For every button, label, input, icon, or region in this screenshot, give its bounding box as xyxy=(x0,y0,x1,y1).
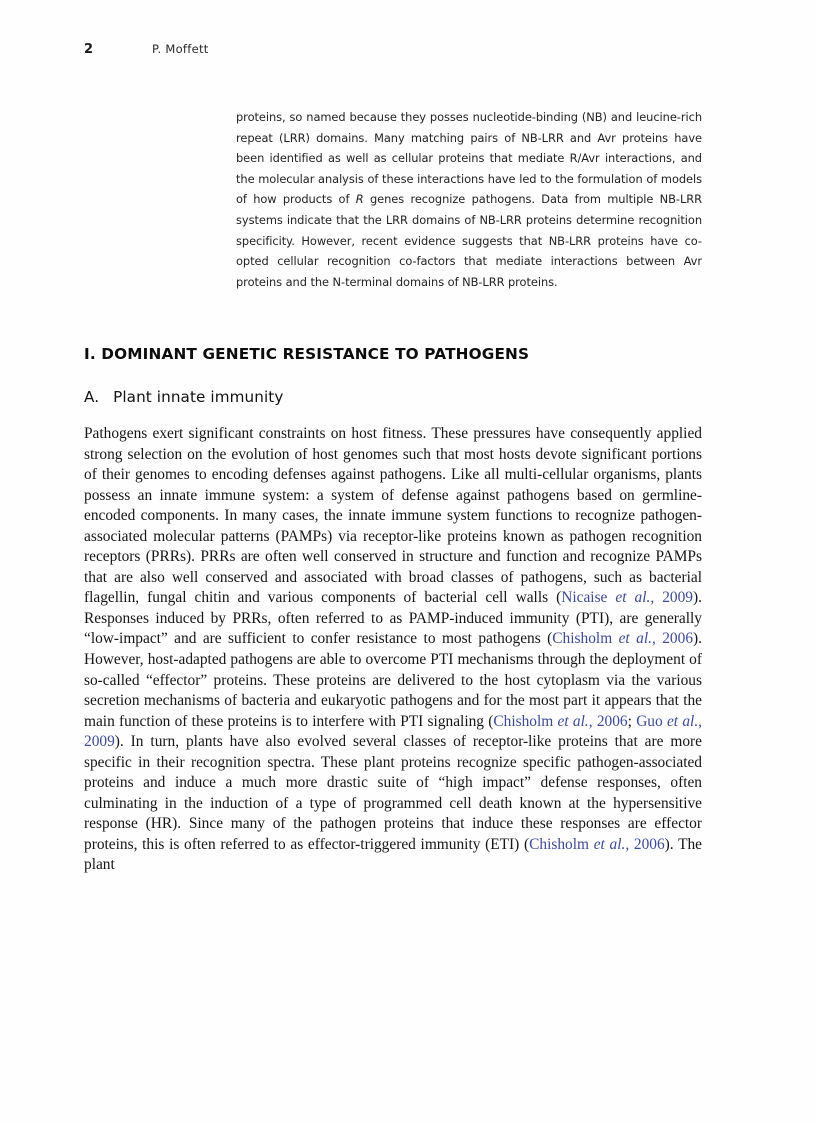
page-number: 2 xyxy=(84,42,94,57)
italic-text: R xyxy=(355,192,364,207)
paragraph-text xyxy=(84,424,702,876)
citation-reference[interactable]: Guo xyxy=(636,712,667,730)
citation-reference[interactable]: Chisholm xyxy=(529,835,594,853)
citation-etal[interactable]: et al., xyxy=(593,835,630,853)
citation-reference[interactable]: 2006 xyxy=(592,712,628,730)
subsection-title: Plant innate immunity xyxy=(113,388,284,406)
citation-etal[interactable]: et al., xyxy=(557,712,593,730)
subsection-number: A. xyxy=(84,388,100,406)
section-title: DOMINANT GENETIC RESISTANCE TO PATHOGENS xyxy=(101,345,530,363)
citation-etal[interactable]: et al., xyxy=(615,589,655,607)
section-number: I. xyxy=(84,345,96,363)
citation-etal[interactable]: et al., xyxy=(666,712,703,730)
subsection-heading xyxy=(84,388,704,406)
abstract-block xyxy=(236,107,702,292)
text-run: proteins, so named because they posses nucleotide-binding (NB) and leucine-rich repeat (LRR) domains. Many matching pairs of NB-LRR and Avr proteins have been identified as well as cellular proteins that mediate R/Avr interactions, and the molecular analysis of these interactions have led to the formulation of models of how products of xyxy=(236,110,702,207)
text-run: ). Responses induced by PRRs, often referred to as PAMP-induced immunity (PTI), are generally “low-impact” and are sufficient to confer resistance to most pathogens ( xyxy=(84,589,702,648)
running-head-author: P. Moffett xyxy=(152,42,209,56)
text-run: Pathogens exert significant constraints on host fitness. These pressures have consequently applied strong selection on the evolution of host genomes such that most hosts devote significant portions of their genomes to encoding defenses against pathogens. Like all multi-cellular organisms, plants possess an innate immune system: a system of defense against pathogens based on germline-encoded components. In many cases, the innate immune system functions to recognize pathogen-associated molecular patterns (PAMPs) via receptor-like proteins known as pathogen recognition receptors (PRRs). PRRs are often well conserved in structure and function and recognize PAMPs that are also well conserved and associated with broad classes of pathogens, such as bacterial flagellin, fungal chitin and various components of bacterial cell walls ( xyxy=(84,425,702,607)
citation-reference[interactable]: 2009 xyxy=(84,733,115,751)
citation-reference[interactable]: Chisholm xyxy=(552,630,619,648)
citation-reference[interactable]: 2006 xyxy=(629,835,665,853)
citation-reference[interactable]: Nicaise xyxy=(561,589,616,607)
citation-reference[interactable]: 2009 xyxy=(654,589,694,607)
text-run: ). In turn, plants have also evolved several classes of receptor-like proteins that are more specific in their recognition spectra. These plant proteins recognize specific pathogen-associated proteins and induce a much more drastic suite of “high impact” defense responses, often culminating in the induction of a type of programmed cell death known at the hypersensitive response (HR). Since many of the pathogen proteins that induce these responses are effector proteins, this is often referred to as effector-triggered immunity (ETI) ( xyxy=(84,733,702,853)
text-run: ). The plant xyxy=(84,835,702,874)
citation-reference[interactable]: Chisholm xyxy=(493,712,558,730)
section-heading xyxy=(84,345,704,363)
text-run: ). However, host-adapted pathogens are able to overcome PTI mechanisms through the deployment of so-called “effector” proteins. These proteins are delivered to the host cytoplasm via the various secretion mechanisms of bacteria and eukaryotic pathogens and for the most part it appears that the main function of these proteins is to interfere with PTI signaling ( xyxy=(84,630,703,730)
running-head xyxy=(84,42,704,62)
body-paragraph xyxy=(84,424,702,876)
text-run: genes recognize pathogens. Data from multiple NB-LRR systems indicate that the LRR domains of NB-LRR proteins determine recognition specificity. However, recent evidence suggests that NB-LRR proteins have co-opted cellular recognition co-factors that mediate interactions between Avr proteins and the N-terminal domains of NB-LRR proteins. xyxy=(236,192,702,289)
text-run: ; xyxy=(627,712,637,730)
citation-etal[interactable]: et al., xyxy=(618,630,656,648)
citation-reference[interactable]: 2006 xyxy=(655,630,694,648)
